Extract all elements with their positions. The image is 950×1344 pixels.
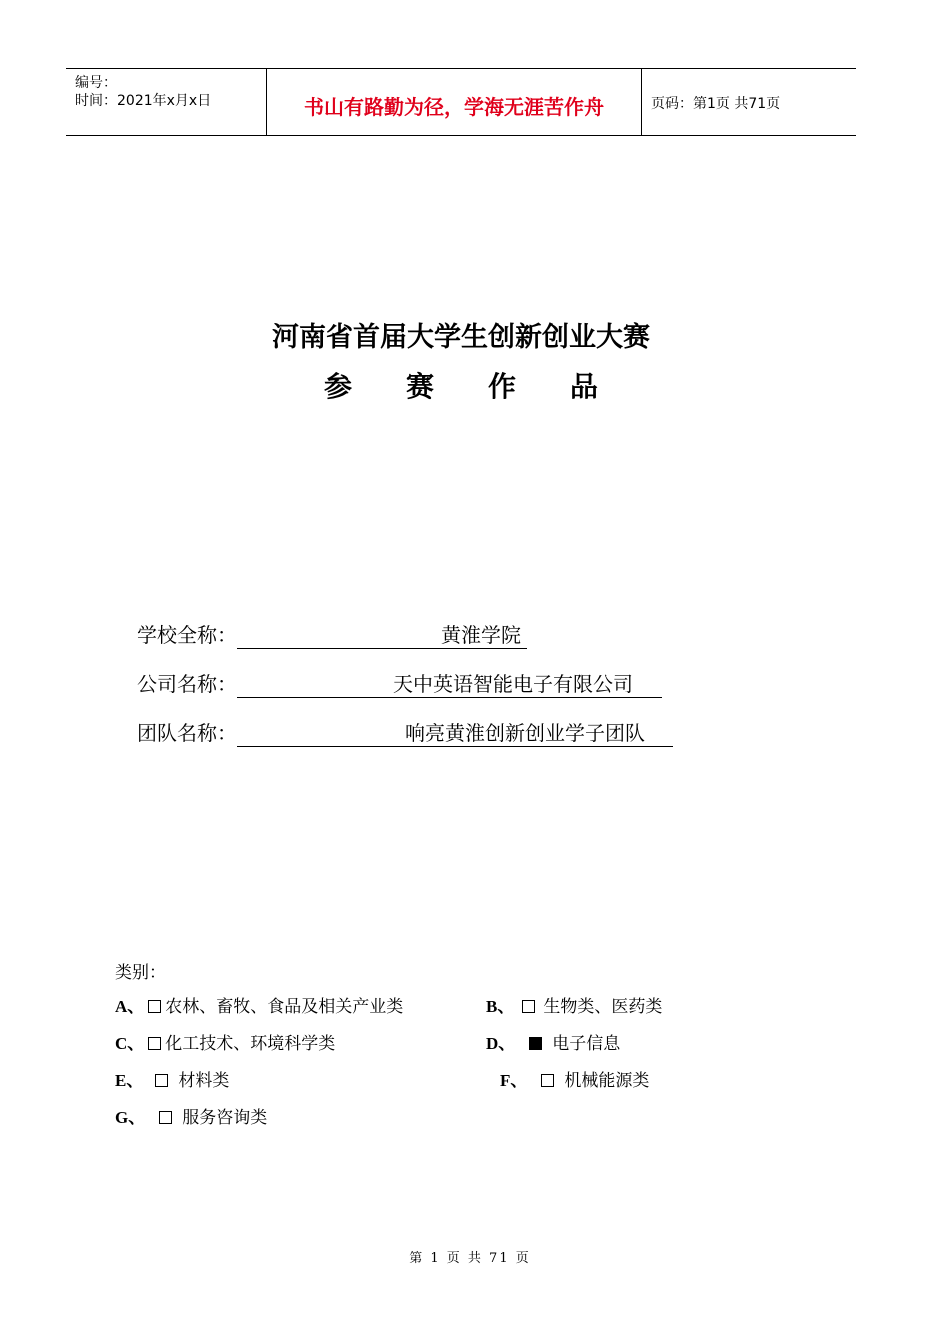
page-footer: 第 1 页 共 71 页 — [409, 1251, 531, 1266]
sub-title: 参赛作品 — [323, 370, 652, 403]
number-label: 编号： — [75, 75, 117, 91]
category-letter: D、 — [486, 1034, 516, 1053]
team-label: 团队名称： — [137, 721, 237, 745]
checkbox-empty-icon[interactable] — [159, 1111, 172, 1124]
school-value: 黄淮学院 — [441, 623, 521, 647]
category-label: 服务咨询类 — [182, 1108, 268, 1128]
category-item-b — [486, 992, 662, 1017]
checkbox-empty-icon[interactable] — [522, 1000, 535, 1013]
category-label: 生物类、医药类 — [543, 997, 663, 1017]
category-letter: E、 — [115, 1071, 144, 1090]
time-label: 时间：2021年x月x日 — [75, 93, 212, 109]
header-page-cell — [642, 69, 856, 135]
company-value-line — [237, 671, 662, 698]
category-item-e — [115, 1066, 229, 1091]
category-item-f — [500, 1066, 649, 1091]
checkbox-empty-icon[interactable] — [155, 1074, 168, 1087]
school-value-line — [237, 622, 527, 649]
checkbox-empty-icon[interactable] — [148, 1000, 161, 1013]
checkbox-empty-icon[interactable] — [541, 1074, 554, 1087]
checkbox-empty-icon[interactable] — [148, 1037, 161, 1050]
category-item-d — [486, 1029, 620, 1054]
company-row — [137, 668, 662, 698]
category-letter: G、 — [115, 1108, 146, 1127]
category-item-g — [115, 1103, 267, 1128]
school-row — [137, 619, 527, 649]
page-info: 页码：第1页 共71页 — [651, 96, 781, 112]
category-letter: B、 — [486, 997, 515, 1016]
category-label: 电子信息 — [552, 1034, 621, 1054]
company-label: 公司名称： — [137, 672, 237, 696]
category-label: 材料类 — [178, 1071, 230, 1091]
header-meta-cell — [66, 69, 267, 135]
category-item-c — [115, 1029, 335, 1054]
category-label: 农林、畜牧、食品及相关产业类 — [165, 997, 404, 1017]
main-title: 河南省首届大学生创新创业大赛 — [272, 322, 650, 353]
category-letter: C、 — [115, 1034, 145, 1053]
company-value: 天中英语智能电子有限公司 — [393, 672, 633, 696]
category-item-a — [115, 992, 403, 1017]
header-motto-cell — [267, 69, 642, 135]
header-table — [66, 68, 856, 136]
motto-text: 书山有路勤为径，学海无涯苦作舟 — [304, 95, 604, 119]
checkbox-filled-icon[interactable] — [529, 1037, 542, 1050]
team-value: 响亮黄淮创新创业学子团队 — [405, 721, 645, 745]
category-letter: A、 — [115, 997, 145, 1016]
team-value-line — [237, 720, 673, 747]
category-letter: F、 — [500, 1071, 528, 1090]
category-label: 机械能源类 — [564, 1071, 650, 1091]
school-label: 学校全称： — [137, 623, 237, 647]
category-title: 类别： — [115, 963, 166, 983]
team-row — [137, 717, 673, 747]
category-label: 化工技术、环境科学类 — [165, 1034, 336, 1054]
